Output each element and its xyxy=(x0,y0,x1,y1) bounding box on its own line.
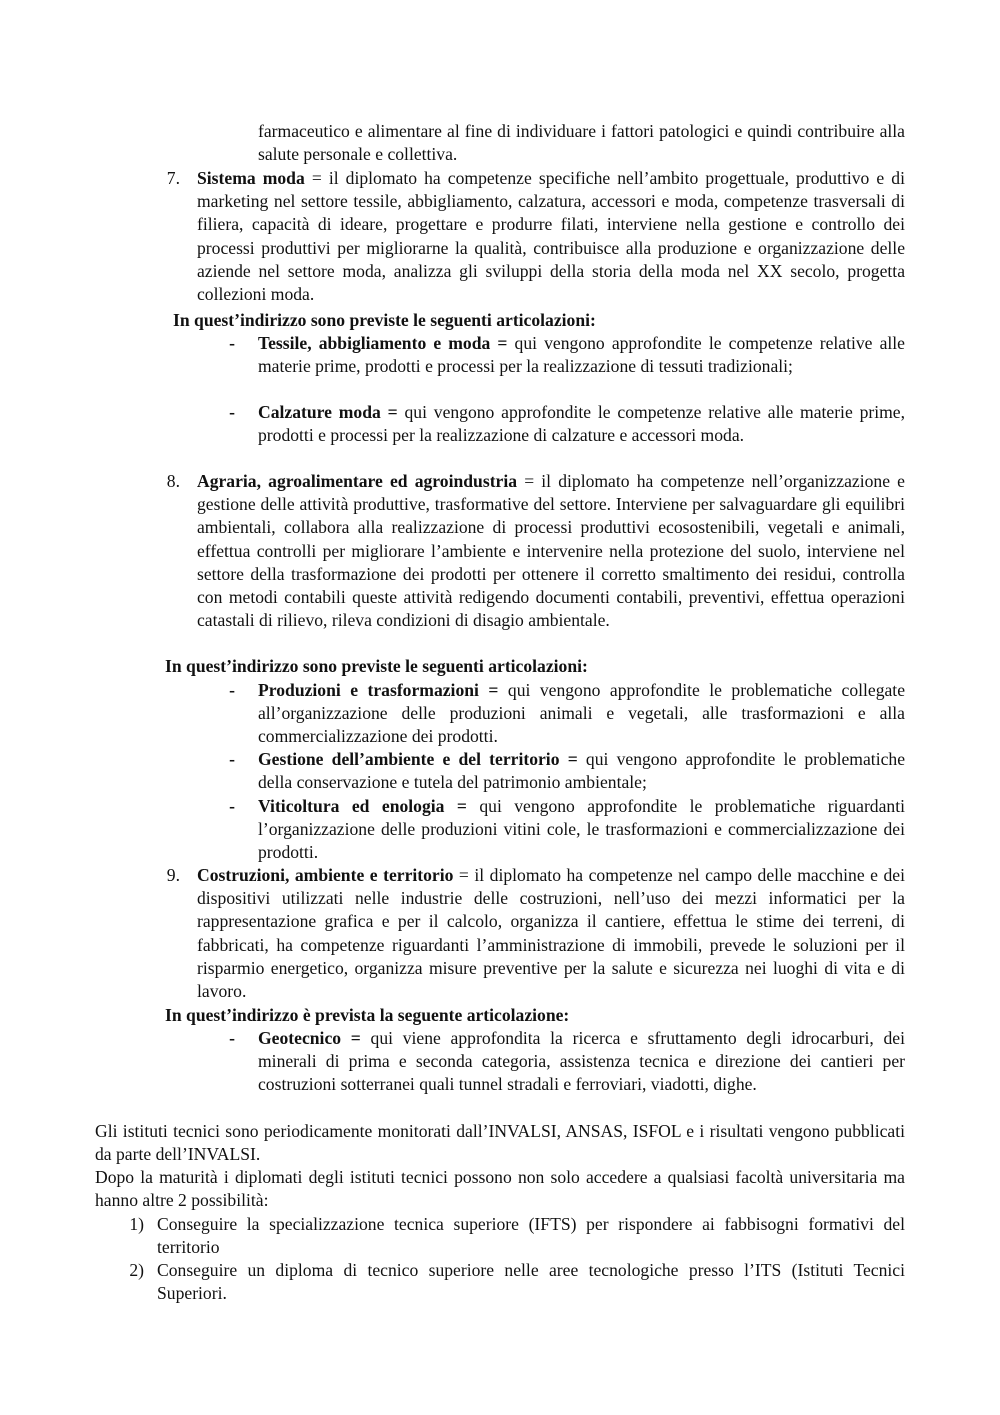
articolazione-title: Gestione dell’ambiente e del territorio xyxy=(258,749,560,769)
option-number: 2) xyxy=(129,1260,144,1280)
dash-bullet: - xyxy=(229,402,235,422)
dash-bullet: - xyxy=(229,749,235,769)
articolazione-title: Calzature moda xyxy=(258,402,381,422)
dash-bullet: - xyxy=(229,796,235,816)
option-item: Conseguire un diploma di tecnico superiore nelle aree tecnologiche presso l’ITS (Istituti Tecnici Superiori. xyxy=(157,1260,905,1304)
item-sistema-moda xyxy=(197,167,905,306)
item-description: = il diplomato ha competenze specifiche nell’ambito progettuale, produttivo e di marketing nel settore tessile, abbigliamento, calzatura, accessori e moda, competenze trasversali di filiera, capacità di ideare, progettare e produrre filati, interviene nella gestione e controllo dei processi produttivi per migliorarne la qualità, contribuisce alla produzione e organizzazione delle aziende nel settore moda, analizza gli sviluppi della storia della moda nel XX secolo, progetta collezioni moda. xyxy=(197,168,905,305)
articolazione-text: qui vengono approfondite le competenze relative alle materie prime, prodotti e processi per la realizzazione di calzature e accessori moda. xyxy=(258,402,906,446)
equals-sign: = xyxy=(444,796,480,816)
item-description: = il diplomato ha competenze nel campo delle macchine e dei dispositivi utilizzati nelle industrie delle costruzioni, nell’uso dei mezzi informatici per la rappresentazione grafica e per il calcolo, organizza il cantiere, effettua le stime dei terreni, di fabbricati, ha competenze riguardanti l’amministrazione di immobili, prevede le soluzioni per il risparmio energetico, organizza misure preventive per la salute e sicurezza nei luoghi di vita e di lavoro. xyxy=(197,865,905,1002)
maturita-paragraph: Dopo la maturità i diplomati degli istituti tecnici possono non solo accedere a qualsiasi facoltà universitaria ma hanno altre 2 possibilità: xyxy=(95,1167,905,1211)
articolazione-title: Produzioni e trasformazioni xyxy=(258,680,479,700)
item-number: 7. xyxy=(166,168,180,188)
articolazione-title: Tessile, abbigliamento e moda xyxy=(258,333,491,353)
option-item: Conseguire la specializzazione tecnica superiore (IFTS) per rispondere ai fabbisogni formativi del territorio xyxy=(157,1214,905,1258)
articolazione-item xyxy=(258,679,905,749)
articolazione-text: qui vengono approfondite le problematiche della conservazione e tutela del patrimonio ambientale; xyxy=(258,749,905,793)
equals-sign: = xyxy=(478,680,508,700)
articolazione-item xyxy=(258,795,905,865)
item-number: 8. xyxy=(166,471,180,491)
dash-bullet: - xyxy=(229,680,235,700)
item-number: 9. xyxy=(166,865,180,885)
articolazione-text: qui viene approfondita la ricerca e sfruttamento degli idrocarburi, dei minerali di prima e seconda categoria, assistenza tecnica e direzione dei cantieri per costruzioni sotterranei quali tunnel stradali e ferroviari, viadotti, dighe. xyxy=(258,1028,906,1095)
articolazione-item xyxy=(258,332,905,378)
dash-bullet: - xyxy=(229,333,235,353)
articolazioni-heading: In quest’indirizzo sono previste le seguenti articolazioni: xyxy=(165,656,588,676)
equals-sign: = xyxy=(490,333,515,353)
equals-sign: = xyxy=(559,749,586,769)
articolazione-title: Geotecnico xyxy=(258,1028,342,1048)
articolazione-title: Viticoltura ed enologia xyxy=(258,796,445,816)
item-description: = il diplomato ha competenze nell’organizzazione e gestione delle attività produttive, trasformative del settore. Interviene per salvaguardare gli equilibri ambientali, collabora alla realizzazione di processi produttivi ecosostenibili, vegetali e animali, effettua controlli per migliorare l’ambiente e intervenire nella protezione del suolo, interviene nel settore della trasformazione dei prodotti per ottenere il corretto smaltimento dei residui, controlla con metodi contabili queste attività redigendo documenti contabili, preventivi, effettua operazioni catastali di rilievo, rileva condizioni di disagio ambientale. xyxy=(197,471,905,631)
item-title: Costruzioni, ambiente e territorio xyxy=(197,865,454,885)
dash-bullet: - xyxy=(229,1028,235,1048)
item-title: Sistema moda xyxy=(197,168,305,188)
monitoring-paragraph: Gli istituti tecnici sono periodicamente monitorati dall’INVALSI, ANSAS, ISFOL e i risultati vengono pubblicati da parte dell’INVALSI. xyxy=(95,1121,905,1165)
articolazione-item xyxy=(258,748,905,794)
equals-sign: = xyxy=(341,1028,371,1048)
articolazioni-heading: In quest’indirizzo sono previste le seguenti articolazioni: xyxy=(173,310,596,330)
articolazione-item xyxy=(258,401,905,447)
item-title: Agraria, agroalimentare ed agroindustria xyxy=(197,471,518,491)
option-number: 1) xyxy=(129,1214,144,1234)
item-costruzioni xyxy=(197,864,905,1003)
item-agraria xyxy=(197,470,905,632)
articolazione-item xyxy=(258,1027,905,1097)
articolazione-text: qui vengono approfondite le problematiche collegate all’organizzazione delle produzioni animali e vegetali, alle trasformazioni e alla commercializzazione dei prodotti. xyxy=(258,680,906,747)
equals-sign: = xyxy=(380,402,405,422)
articolazione-text: qui vengono approfondite le competenze relative alle materie prime, prodotti e processi per la realizzazione di tessuti tradizionali; xyxy=(258,333,905,377)
articolazione-text: qui vengono approfondite le problematiche riguardanti l’organizzazione delle produzioni vitini cole, le trasformazioni e commercializzazione dei prodotti. xyxy=(258,796,905,863)
continuation-paragraph: farmaceutico e alimentare al fine di individuare i fattori patologici e quindi contribuire alla salute personale e collettiva. xyxy=(258,121,905,165)
articolazioni-heading: In quest’indirizzo è prevista la seguente articolazione: xyxy=(165,1005,570,1025)
